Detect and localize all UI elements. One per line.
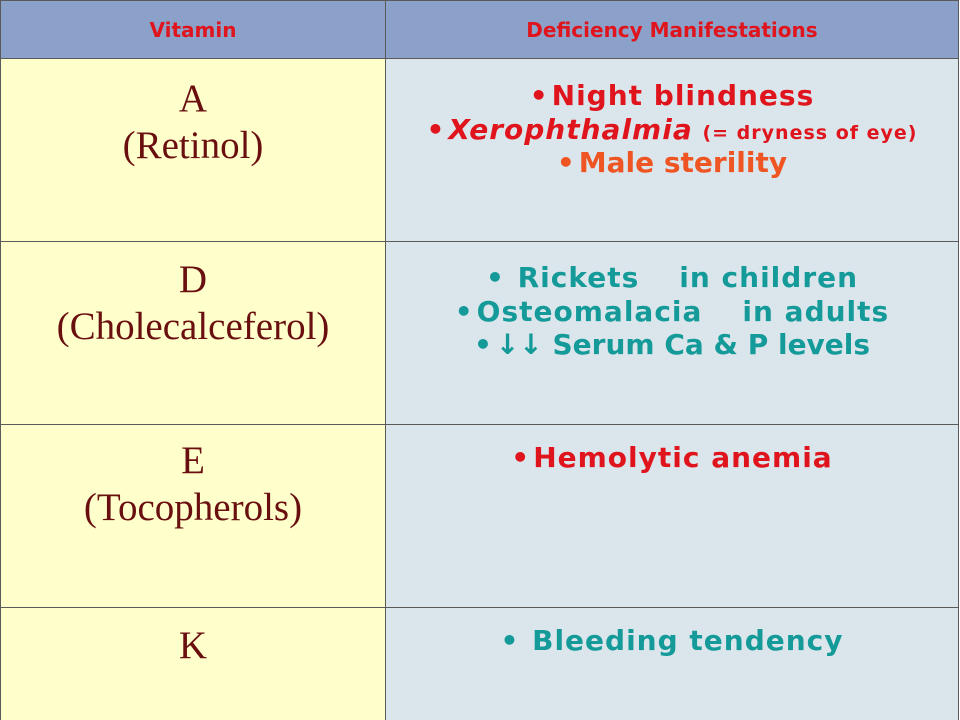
bullet-icon: • (454, 294, 473, 328)
vitamin-name: (Tocopherols) (83, 486, 303, 530)
table-row-vitamin-e (1, 425, 959, 608)
bullet-icon: • (485, 261, 504, 294)
manifestation-text: Serum Ca & P levels (552, 328, 871, 362)
manifestation-qualifier: in adults (742, 294, 890, 328)
vitamin-name: (Cholecalceferol) (56, 305, 330, 349)
table-row-vitamin-k (1, 608, 959, 720)
manifestation-text: Xerophthalmia (448, 112, 693, 146)
manifestations-cell-d (386, 242, 959, 425)
vitamin-cell-k (1, 608, 386, 720)
manifestation-qualifier: in children (679, 261, 859, 294)
vitamin-letter: D (178, 258, 208, 301)
manifestation-text: Rickets (517, 261, 640, 294)
table-row-vitamin-a (1, 59, 959, 242)
manifestation-item (386, 113, 958, 147)
manifestation-item (386, 146, 958, 180)
bullet-icon: • (473, 328, 492, 362)
table-row-vitamin-d (1, 242, 959, 425)
vitamin-letter: K (178, 624, 208, 667)
bullet-icon: • (556, 146, 575, 180)
manifestation-item (386, 295, 958, 329)
vitamin-name: (Retinol) (122, 124, 264, 168)
bullet-icon: • (426, 112, 445, 146)
header-vitamin: Vitamin (1, 1, 386, 59)
manifestation-text: Male sterility (578, 146, 788, 180)
manifestation-text: Bleeding tendency (532, 624, 844, 657)
table-header-row (1, 1, 959, 59)
manifestation-text: Night blindness (551, 79, 815, 112)
manifestation-item (386, 79, 958, 113)
manifestation-note: (= dryness of eye) (702, 121, 918, 144)
double-down-arrow-icon: ↓↓ (495, 328, 543, 362)
vitamin-letter: E (181, 439, 205, 482)
manifestation-item (386, 624, 958, 658)
manifestations-cell-e (386, 425, 959, 608)
vitamin-cell-e (1, 425, 386, 608)
bullet-icon: • (500, 624, 519, 657)
bullet-icon: • (511, 441, 530, 474)
vitamin-cell-a (1, 59, 386, 242)
manifestation-text: Osteomalacia (476, 294, 703, 328)
bullet-icon: • (529, 79, 548, 112)
manifestations-cell-k (386, 608, 959, 720)
manifestations-cell-a (386, 59, 959, 242)
manifestation-text: Hemolytic anemia (533, 441, 833, 474)
manifestation-item (386, 328, 958, 362)
manifestation-item (386, 261, 958, 295)
vitamin-letter: A (178, 77, 208, 120)
manifestation-item (386, 441, 958, 475)
vitamin-cell-d (1, 242, 386, 425)
header-deficiency-manifestations: Deficiency Manifestations (386, 1, 959, 59)
